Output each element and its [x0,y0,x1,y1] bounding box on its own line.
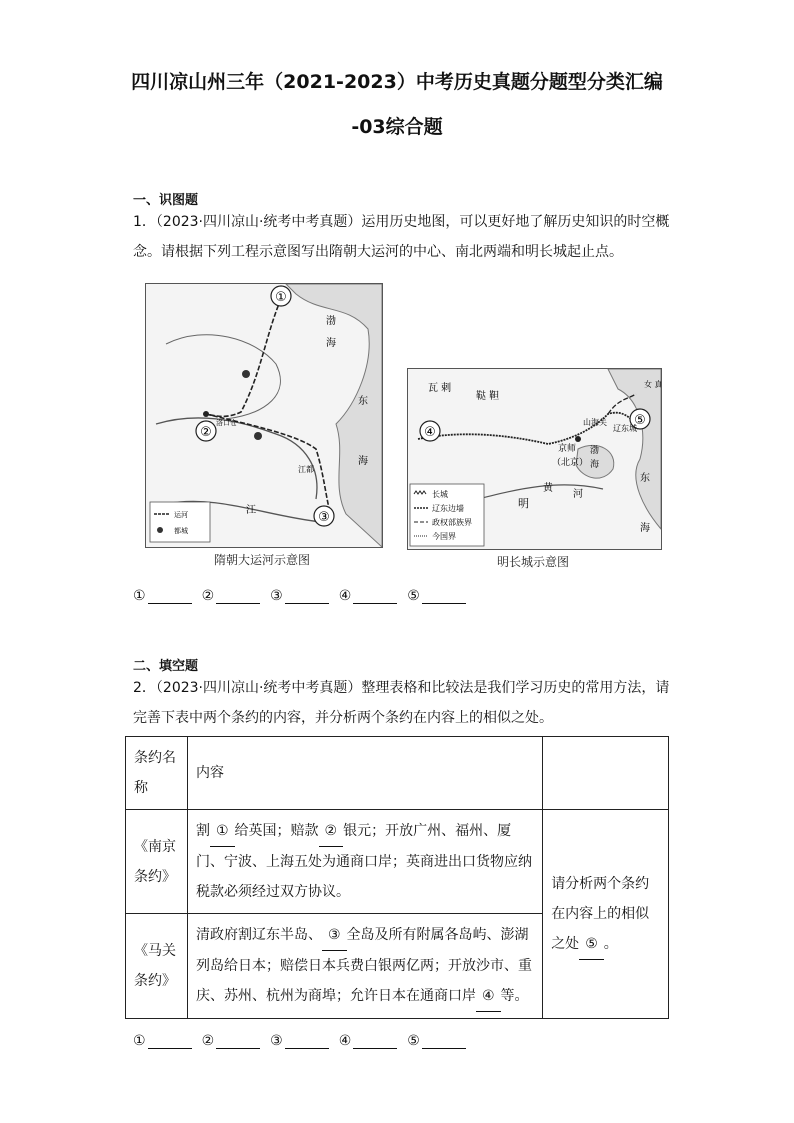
question1-text [133,207,673,267]
q1-answer-1-line[interactable] [148,589,192,604]
q2-answer-5-line[interactable] [422,1034,466,1049]
map1-luokou-label: 洛口仓 [216,419,237,427]
map2-beijing-label: （北京） [552,458,589,468]
document-title-line1: 四川凉山州三年（2021-2023）中考历史真题分题型分类汇编 [131,71,663,93]
q2-answer-4[interactable] [339,1033,398,1049]
map1-marker-3: ③ [318,510,330,525]
header-content: 内容 [187,737,542,810]
question2-line2: 完善下表中两个条约的内容，并分析两个条约在内容上的相似之处。 [133,710,553,726]
map2-legend-border: 今国界 [432,532,456,541]
q2-answer-1-number: ① [133,1033,146,1049]
map1-jiangdu-label: 江都 [298,465,314,474]
map2-dada-label: 鞑 靼 [476,391,500,402]
table-header-row [126,737,669,810]
analysis-end: 。 [603,935,618,952]
map1-dong-label: 东 [358,396,368,407]
q1-answer-5[interactable] [407,588,466,604]
q1-answer-3-number: ③ [270,588,283,604]
q2-answer-2[interactable] [202,1033,261,1049]
question1-line1: 1．（2023·四川凉山·统考中考真题）运用历史地图，可以更好地了解历史知识的时空概 [133,214,670,230]
map2-ming-label: 明 [518,497,529,510]
map2-dong-label: 东 [640,473,650,484]
ming-wall-map-drawing [408,369,661,549]
q2-answer-3-number: ③ [270,1033,283,1049]
row2-blank-4[interactable]: ④ [476,981,501,1012]
q2-answer-1-line[interactable] [148,1034,192,1049]
q1-answer-2-line[interactable] [216,589,260,604]
ming-wall-map [407,368,662,550]
question2-line1: 2．（2023·四川凉山·统考中考真题）整理表格和比较法是我们学习历史的常用方法，请 [133,680,670,696]
map1-marker-2: ② [200,425,212,440]
map2-legend-liaodong: 辽东边墙 [432,504,464,513]
q1-answer-4-line[interactable] [353,589,397,604]
map2-he-label: 河 [573,489,583,500]
q2-answer-2-line[interactable] [216,1034,260,1049]
header-treaty-name: 条约名称 [126,737,188,810]
row2-content-part-c: 等。 [500,988,529,1004]
map2-hai2-label: 海 [640,523,650,534]
question1-line2: 念。请根据下列工程示意图写出隋朝大运河的中心、南北两端和明长城起止点。 [133,244,623,260]
map1-hai2-label: 海 [358,456,368,467]
q2-answer-3-line[interactable] [285,1034,329,1049]
treaty-table [125,736,669,1019]
row2-content-part-b: 全岛及所有附属各岛屿、澎湖列岛给日本；赔偿日本兵费白银两亿两；开放沙市、重庆、苏州、杭州为商埠；允许日本在通商口岸 [195,927,532,1004]
q2-answer-3[interactable] [270,1033,329,1049]
map2-caption: 明长城示意图 [497,555,570,569]
sui-canal-map-drawing [146,284,382,547]
row2-blank-3[interactable]: ③ [322,920,347,951]
map2-jingshi-label: 京师 [558,444,577,454]
section1-heading: 一、识图题 [133,193,199,208]
map2-nvzhen-label: 女 真 [644,380,661,389]
map2-wala-label: 瓦 剌 [428,383,452,394]
map2-bo-label: 渤 [590,446,600,456]
q1-answer-1[interactable] [133,588,192,604]
header-empty [543,737,669,810]
analysis-blank-5[interactable]: ⑤ [579,929,604,960]
map1-legend-capital: 都城 [174,527,188,535]
map1-caption: 隋朝大运河示意图 [214,553,311,567]
q2-answer-4-line[interactable] [353,1034,397,1049]
analysis-text: 请分析两个条约在内容上的相似之处 [551,875,650,952]
section2-heading: 二、填空题 [133,659,199,674]
row1-content [187,810,542,914]
q1-answer-2-number: ② [201,588,215,604]
q2-answer-4-number: ④ [338,1033,352,1049]
q1-answer-4-number: ④ [338,588,352,604]
q1-answer-3[interactable] [270,588,329,604]
row1-treaty-name: 《南京条约》 [126,810,188,914]
row1-blank-1[interactable]: ① [210,816,235,847]
map2-shanhaiguan-label: 山海关 [583,418,607,427]
row2-content-part-a: 清政府割辽东半岛、 [195,927,322,943]
document-title-line2: -03综合题 [351,116,443,138]
table-row-nanjing [126,810,669,914]
q2-answer-5[interactable] [407,1033,466,1049]
q2-answer-1[interactable] [133,1033,192,1049]
row1-content-part-c: 银元；开放广州、福州、厦门、宁波、上海五处为通商口岸；英商进出口货物应纳税款必须经过双方协议。 [195,823,532,900]
row2-treaty-name: 《马关条约》 [126,914,188,1019]
question2-answer-blanks [133,1033,466,1049]
sui-canal-map [145,283,383,548]
q1-answer-1-number: ① [133,588,146,604]
q1-answer-2[interactable] [202,588,261,604]
row2-content [187,914,542,1019]
analysis-cell [543,810,669,1019]
map2-huang-label: 黄 [543,483,553,494]
map2-marker-4: ④ [424,425,436,440]
q2-answer-2-number: ② [201,1033,215,1049]
q1-answer-4[interactable] [339,588,398,604]
map1-bohai-label: 渤 [326,316,336,327]
map2-liaodong-label: 辽东城 [613,424,637,433]
map1-legend-canal: 运河 [174,511,188,519]
question1-answer-blanks [133,588,466,604]
map1-hai-label: 海 [326,338,336,349]
row1-content-part-a: 割 [195,823,210,839]
q1-answer-5-line[interactable] [422,589,466,604]
map2-legend-boundary: 政权部族界 [432,518,472,527]
q1-answer-5-number: ⑤ [407,588,420,604]
q1-answer-3-line[interactable] [285,589,329,604]
q2-answer-5-number: ⑤ [407,1033,420,1049]
map2-legend-wall: 长城 [432,490,448,499]
row1-content-part-b: 给英国；赔款 [234,823,319,839]
question2-text [133,673,673,733]
map2-marker-5: ⑤ [634,413,646,428]
map1-jiang-label: 江 [246,505,256,516]
map2-hai-label: 海 [590,460,600,470]
map1-marker-1: ① [275,290,287,305]
row1-blank-2[interactable]: ② [319,816,344,847]
